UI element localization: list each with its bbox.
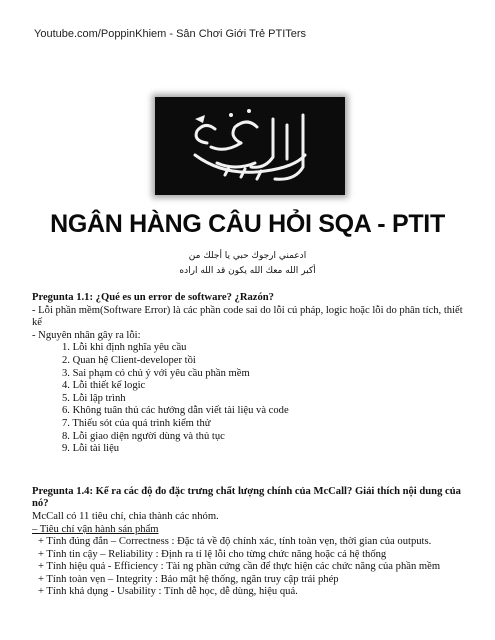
page-title: NGÂN HÀNG CÂU HỎI SQA - PTIT	[50, 210, 445, 238]
question-1-heading: Pregunta 1.1: ¿Qué es un error de software? ¿Razón?	[32, 292, 274, 303]
question-1-reasons-intro: - Nguyên nhân gây ra lỗi:	[32, 329, 141, 341]
list-item: + Tính hiệu quả - Efficiency : Tài ng phần cứng cần để thực hiện các chức năng của phần mềm	[38, 561, 441, 573]
list-item: + Tính tin cậy – Reliability : Định ra tỉ lệ lỗi cho từng chức năng hoặc cả hệ thống	[38, 548, 387, 560]
document-body	[32, 292, 467, 599]
question-2-heading: Pregunta 1.4: Kể ra các độ đo đặc trưng chất lượng chính của McCall? Giải thích nội dung của nó?	[32, 485, 461, 510]
list-item: + Tính khả dụng - Usability : Tính dễ học, dễ dùng, hiệu quả.	[38, 586, 298, 598]
list-item: 7. Thiếu sót của quá trình kiểm thử	[62, 417, 211, 429]
header-url-text: Youtube.com/PoppinKhiem - Sân Chơi Giới Trẻ PTITers	[34, 28, 307, 40]
list-item: 5. Lỗi lập trình	[62, 392, 126, 404]
list-item: 8. Lỗi giao diện người dùng và thủ tục	[62, 430, 225, 442]
calligraphy-banner	[155, 97, 345, 195]
list-item: 2. Quan hệ Client-developer tồi	[62, 354, 196, 366]
list-item: 1. Lỗi khi định nghĩa yêu cầu	[62, 342, 187, 354]
question-2-group-label: – Tiêu chí vận hành sản phẩm	[32, 523, 159, 535]
question-1-definition: - Lỗi phần mềm(Software Error) là các phần code sai do lỗi cú pháp, logic hoặc lỗi do phân tích, thiết kế	[32, 304, 463, 329]
list-item: 6. Không tuân thủ các hướng dẫn viết tài liệu và code	[62, 405, 289, 417]
list-item: + Tính toàn vẹn – Integrity : Bảo mật hệ thống, ngăn truy cập trái phép	[38, 573, 339, 585]
arabic-line-2: أكبر الله معك الله يكون قد الله اراده	[179, 266, 316, 276]
arabic-line-1: ادعمني ارجوك حبي يا أجلك من	[188, 251, 307, 261]
list-item: 3. Sai phạm có chủ ý với yêu cầu phần mềm	[62, 367, 250, 379]
question-1-reasons-list	[32, 342, 467, 455]
question-2-intro: McCall có 11 tiêu chí, chia thành các nhóm.	[32, 510, 219, 522]
arabic-calligraphy-logo	[155, 97, 345, 195]
list-item: 4. Lỗi thiết kế logic	[62, 380, 146, 392]
list-item: + Tính đúng đắn – Correctness : Đặc tả về độ chính xác, tính toàn vẹn, thời gian của outputs.	[38, 536, 432, 548]
list-item: 9. Lỗi tài liệu	[62, 443, 120, 455]
